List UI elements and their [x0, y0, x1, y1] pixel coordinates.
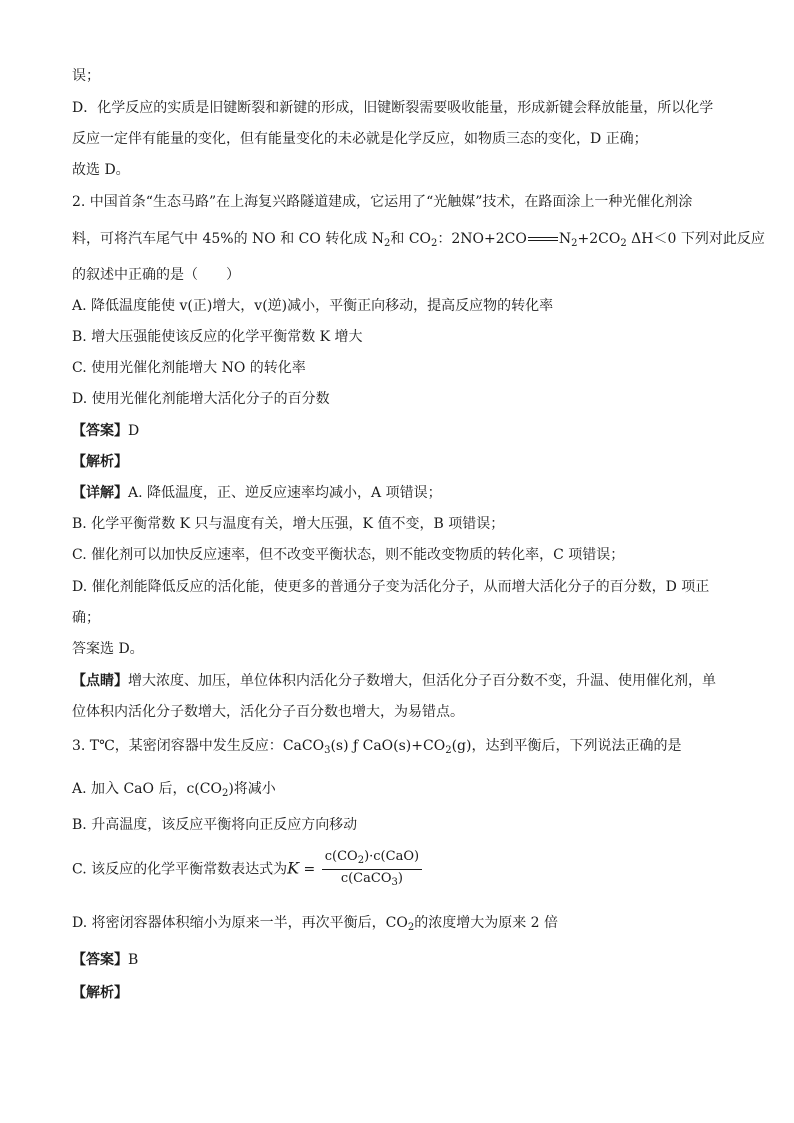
option-a: A. 降低温度能使 v(正)增大，v(逆)减小，平衡正向移动，提高反应物的转化率 [72, 298, 554, 314]
k-symbol: K [287, 858, 300, 878]
equilibrium-constant-fraction [322, 848, 422, 891]
detail-line: B. 化学平衡常数 K 只与温度有关，增大压强，K 值不变，B 项错误； [72, 516, 505, 532]
option-c: C. 使用光催化剂能增大 NO 的转化率 [72, 360, 306, 376]
question-2-stem-equation: 料，可将汽车尾气中 45%的 NO 和 CO 转化成 $N_2$和 $CO_2$：2NO+2CO $N_2+2CO_2$ ΔH＜0 下列对此反应 [72, 231, 765, 249]
fraction-numerator: $c(CO_2)\cdot c(CaO)$ [322, 848, 422, 870]
option-a: A. 加入 CaO 后，$c(CO_2)$将减小 [72, 781, 276, 799]
answer-line [72, 950, 138, 970]
option-d: D. 将密闭容器体积缩小为原来一半，再次平衡后，$CO_2$的浓度增大为原来 2 倍 [72, 915, 559, 933]
answer-tag: 【答案】 [72, 423, 128, 439]
analysis-tag: 【解析】 [72, 985, 128, 1001]
detail-line: 确； [72, 610, 100, 626]
detail-line: D. 催化剂能降低反应的活化能，使更多的普通分子变为活化分子，从而增大活化分子的百分数，D 项正 [72, 579, 710, 595]
option-d: D. 使用光催化剂能增大活化分子的百分数 [72, 391, 330, 407]
detail-line: 【详解】A. 降低温度，正、逆反应速率均减小，A 项错误； [72, 485, 442, 501]
analysis-tag: 【解析】 [72, 454, 128, 470]
text-line: 误； [72, 68, 100, 84]
answer-tag: 【答案】 [72, 952, 128, 968]
question-2-stem: 2. 中国首条“生态马路”在上海复兴路隧道建成，它运用了“光触媒”技术，在路面涂上一种光催化剂涂 [72, 194, 693, 210]
point-line: 【点睛】增大浓度、加压，单位体积内活化分子数增大，但活化分子百分数不变，升温、使用催化剂，单 [72, 673, 716, 689]
text-line: 反应一定伴有能量的变化，但有能量变化的未必就是化学反应，如物质三态的变化，D 正确； [72, 131, 648, 147]
answer-value: D [128, 423, 140, 439]
question-3-stem: 3. T℃，某密闭容器中发生反应：CaCO$_3$(s) ƒ $CaO(s)+CO_2(g)$，达到平衡后，下列说法正确的是 [72, 738, 682, 756]
option-b: B. 增大压强能使该反应的化学平衡常数 K 增大 [72, 329, 363, 345]
equilibrium-arrow-icon [528, 234, 558, 244]
point-tag: 【点睛】 [72, 673, 128, 689]
text-line: D．化学反应的实质是旧键断裂和新键的形成，旧键断裂需要吸收能量，形成新键会释放能量，所以化学 [72, 100, 714, 116]
detail-tag: 【详解】 [72, 485, 128, 501]
question-2-stem-end: 的叙述中正确的是（ ） [72, 267, 240, 283]
text-line: 故选 D。 [72, 162, 130, 178]
option-c: C. 该反应的化学平衡常数表达式为K = $\frac{c(CO_2)\cdot c(CaO)}{c(CaCO_3)}$ [72, 848, 422, 891]
fraction-denominator: c(CaCO$_3$) [340, 871, 403, 888]
answer-line [72, 421, 139, 441]
conclusion-line: 答案选 D。 [72, 641, 144, 657]
answer-value: B [128, 952, 139, 968]
detail-line: C. 催化剂可以加快反应速率，但不改变平衡状态，则不能改变物质的转化率，C 项错误； [72, 547, 625, 563]
option-b: B. 升高温度，该反应平衡将向正反应方向移动 [72, 817, 358, 833]
point-line: 位体积内活化分子数增大，活化分子百分数也增大，为易错点。 [72, 704, 464, 720]
